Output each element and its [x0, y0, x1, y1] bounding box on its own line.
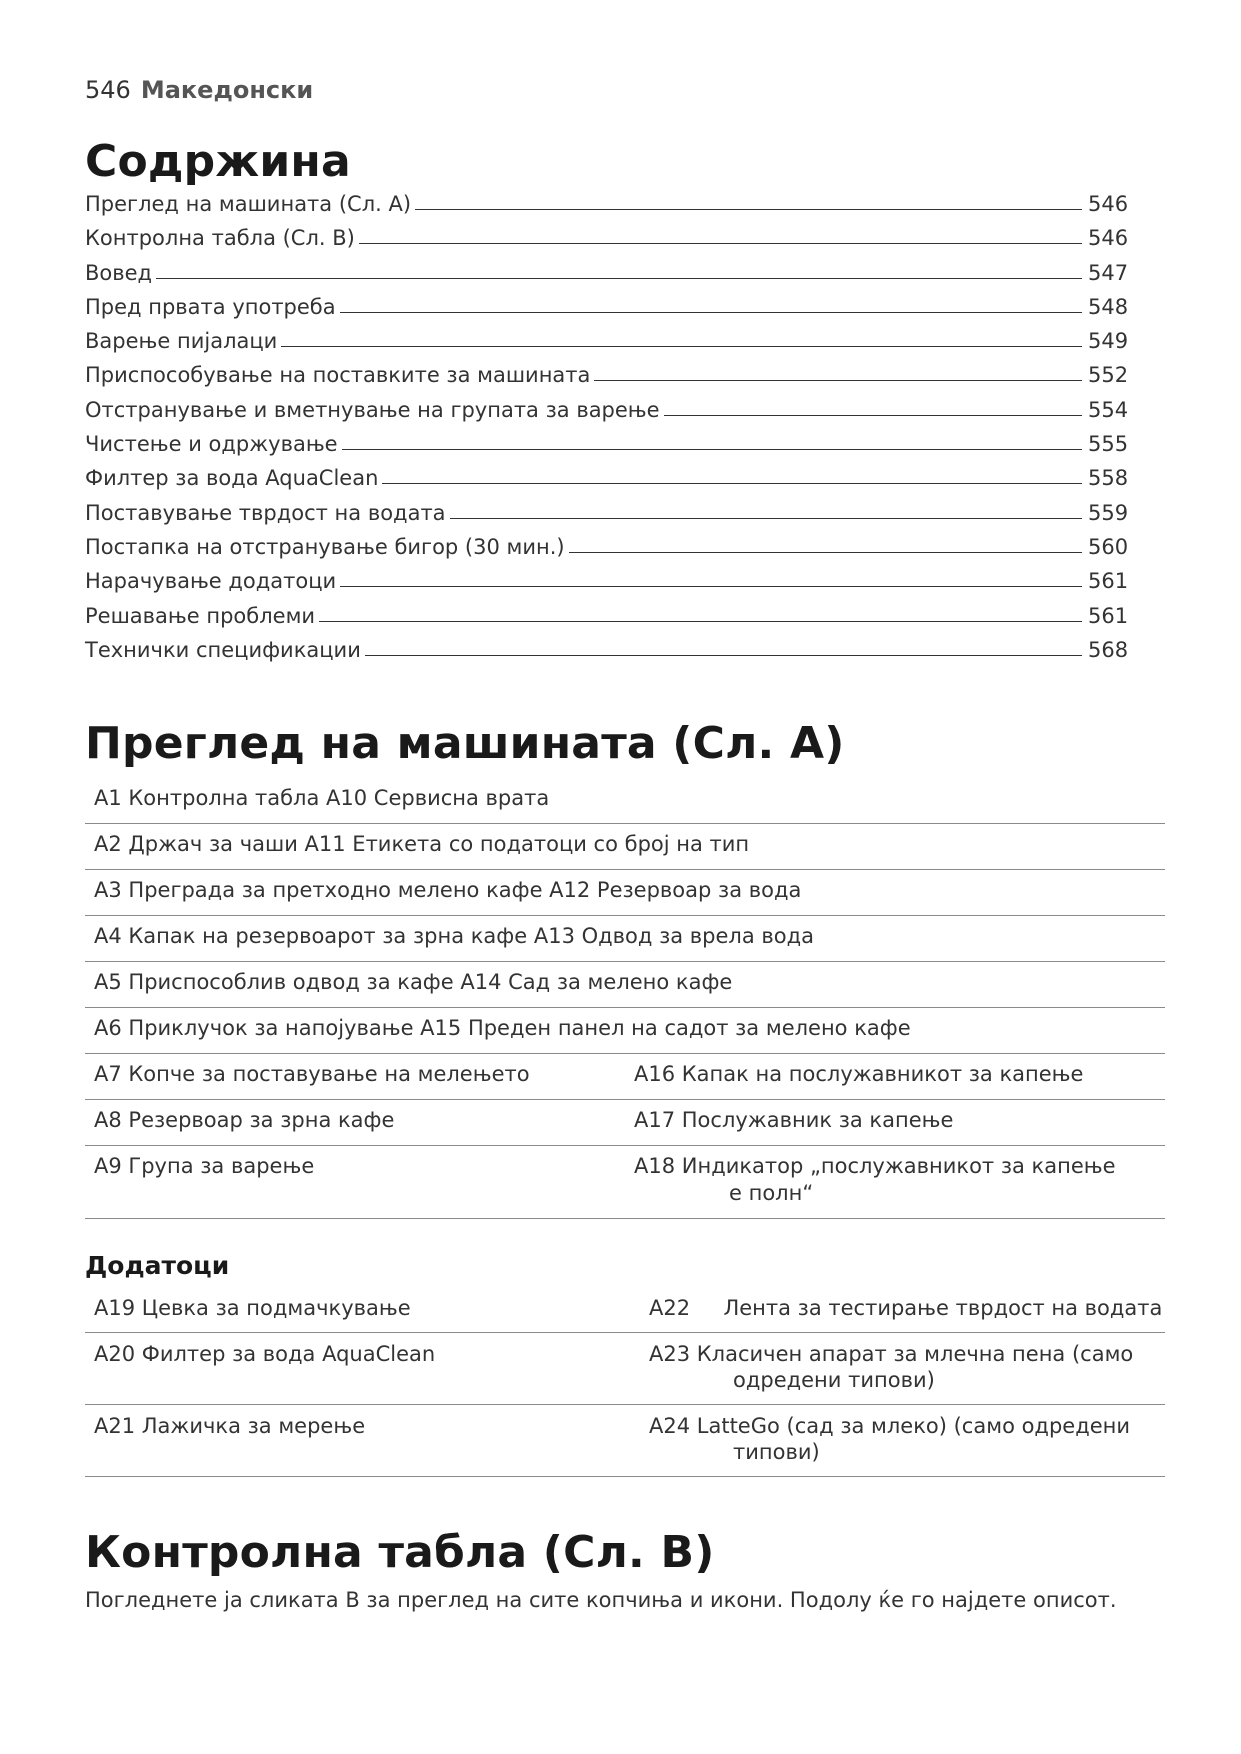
table-row: [85, 1333, 1165, 1405]
table-row: [85, 1054, 1165, 1100]
accessory-cell-right: [649, 1287, 1165, 1333]
toc-entry-label: Контролна табла (Сл. B): [85, 226, 355, 251]
toc-entry[interactable]: [85, 363, 1130, 397]
overview-cell-right: [634, 1146, 1165, 1219]
toc-entry-label: Постапка на отстранување бигор (30 мин.): [85, 534, 565, 559]
table-row: [85, 1146, 1165, 1219]
overview-title: Преглед на машината (Сл. A): [85, 718, 845, 769]
toc-leader: [340, 586, 1082, 587]
toc-entry-label: Приспособување на поставките за машината: [85, 363, 591, 388]
toc-entry-page: 554: [1088, 397, 1129, 422]
toc-leader: [415, 209, 1082, 210]
toc-entry[interactable]: [85, 261, 1130, 295]
table-row: [85, 778, 1165, 824]
toc-entry-label: Технички спецификации: [85, 637, 361, 662]
overview-cell-left: A7 Копче за поставување на мелењето: [85, 1054, 634, 1100]
toc-leader: [340, 312, 1082, 313]
overview-cell-right-text: A18 Индикатор „послужавникот за капење: [634, 1154, 1116, 1178]
toc-leader: [365, 655, 1082, 656]
toc-entry-page: 558: [1088, 466, 1129, 491]
table-row: [85, 1287, 1165, 1333]
toc-entry[interactable]: [85, 535, 1130, 569]
control-panel-title: Контролна табла (Сл. B): [85, 1527, 715, 1578]
accessory-cell-left: A20 Филтер за вода AquaClean: [85, 1333, 649, 1405]
overview-cell-right-text: A17 Послужавник за капење: [634, 1108, 954, 1132]
toc-entry-label: Варење пијалаци: [85, 329, 278, 354]
table-row: [85, 1100, 1165, 1146]
toc-leader: [342, 449, 1082, 450]
toc-leader: [450, 518, 1082, 519]
accessory-cell-right-continuation: типови): [733, 1440, 820, 1464]
toc-leader: [664, 415, 1082, 416]
toc-entry-page: 546: [1088, 192, 1129, 216]
toc-entry-page: 549: [1088, 329, 1129, 354]
overview-cell-right: [634, 1100, 1165, 1146]
toc-entry-label: Пред првата употреба: [85, 294, 336, 319]
overview-cell: A6 Приклучок за напојување A15 Преден панел на садот за мелено кафе: [85, 1008, 1165, 1054]
overview-cell-right-continuation: е полн“: [729, 1181, 814, 1205]
toc-entry-page: 546: [1088, 226, 1129, 251]
table-row: [85, 824, 1165, 870]
toc-leader: [359, 243, 1082, 244]
table-row: [85, 962, 1165, 1008]
toc-entry[interactable]: [85, 192, 1130, 226]
toc-entry-page: 547: [1088, 260, 1129, 285]
toc-entry-label: Чистење и одржување: [85, 432, 338, 457]
toc-leader: [569, 552, 1082, 553]
table-row: [85, 1008, 1165, 1054]
overview-cell-right: [634, 1054, 1165, 1100]
page-number: 546: [85, 76, 131, 104]
accessories-table: [85, 1287, 1165, 1477]
table-row: [85, 870, 1165, 916]
overview-cell-right-text: A16 Капак на послужавникот за капење: [634, 1062, 1084, 1086]
toc-entry[interactable]: [85, 432, 1130, 466]
toc-entry[interactable]: [85, 398, 1130, 432]
toc-entry[interactable]: [85, 604, 1130, 638]
toc-leader: [319, 621, 1082, 622]
accessory-cell-left: A19 Цевка за подмачкување: [85, 1287, 649, 1333]
toc-entry-page: 568: [1088, 637, 1129, 662]
control-panel-description: Погледнете ја сликата B за преглед на сите копчиња и икони. Подолу ќе го најдете описот.: [85, 1588, 1117, 1612]
toc-entry-page: 548: [1088, 294, 1129, 319]
accessory-cell-left: A21 Лажичка за мерење: [85, 1405, 649, 1477]
toc-entry[interactable]: [85, 501, 1130, 535]
table-row: [85, 916, 1165, 962]
overview-cell-left: A9 Група за варење: [85, 1146, 634, 1219]
accessory-cell-right: [649, 1405, 1165, 1477]
toc-entry-page: 561: [1088, 569, 1129, 594]
accessories-title: Додатоци: [85, 1251, 230, 1280]
toc-entry-page: 561: [1088, 603, 1129, 628]
toc-leader: [594, 380, 1082, 381]
overview-cell: A5 Приспособлив одвод за кафе A14 Сад за мелено кафе: [85, 962, 1165, 1008]
toc-entry-page: 560: [1088, 534, 1129, 559]
toc-leader: [382, 483, 1082, 484]
toc-entry[interactable]: [85, 226, 1130, 260]
table-row: [85, 1405, 1165, 1477]
toc-entry-label: Филтер за вода AquaClean: [85, 466, 379, 491]
toc-entry[interactable]: [85, 569, 1130, 603]
toc-entry-label: Отстранување и вметнување на групата за варење: [85, 397, 660, 422]
toc-entry[interactable]: [85, 329, 1130, 363]
toc-entry-label: Поставување тврдост на водата: [85, 500, 446, 525]
toc-entry-label: Вовед: [85, 260, 153, 285]
overview-cell: A3 Преграда за претходно мелено кафе A12 Резервоар за вода: [85, 870, 1165, 916]
toc-entry-page: 555: [1088, 432, 1129, 457]
toc-entry-label: Решавање проблеми: [85, 603, 316, 628]
machine-overview-table: [85, 778, 1165, 1219]
overview-cell: A4 Капак на резервоарот за зрна кафе A13 Одвод за врела вода: [85, 916, 1165, 962]
accessory-cell-right-text: A23 Класичен апарат за млечна пена (само: [649, 1342, 1134, 1366]
overview-cell: A2 Држач за чаши A11 Етикета со податоци со број на тип: [85, 824, 1165, 870]
toc-entry[interactable]: [85, 638, 1130, 672]
toc-leader: [281, 346, 1082, 347]
toc-entry-label: Нарачување додатоци: [85, 569, 337, 594]
accessory-cell-right-text: A22 Лента за тестирање тврдост на водата: [649, 1296, 1163, 1320]
toc-leader: [156, 278, 1082, 279]
toc-entry[interactable]: [85, 295, 1130, 329]
overview-cell: A1 Контролна табла A10 Сервисна врата: [85, 778, 1165, 824]
accessory-cell-right-text: A24 LatteGo (сад за млеко) (само одредени: [649, 1414, 1131, 1438]
toc-entry-label: Преглед на машината (Сл. A): [85, 192, 412, 216]
accessory-cell-right: [649, 1333, 1165, 1405]
running-header: [85, 76, 313, 104]
overview-cell-left: A8 Резервоар за зрна кафе: [85, 1100, 634, 1146]
toc-entry-page: 552: [1088, 363, 1129, 388]
accessory-cell-right-continuation: одредени типови): [733, 1368, 935, 1392]
table-of-contents: [85, 192, 1130, 672]
toc-entry-page: 559: [1088, 500, 1129, 525]
toc-title: Содржина: [85, 136, 351, 187]
toc-entry[interactable]: [85, 466, 1130, 500]
language-label: Македонски: [140, 76, 314, 104]
